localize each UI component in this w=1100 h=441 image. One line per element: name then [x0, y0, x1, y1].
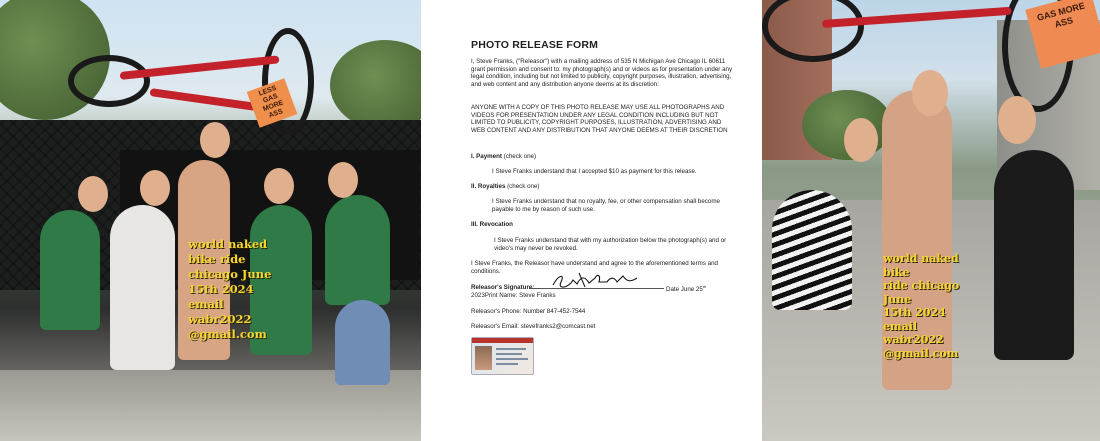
photo-caption: world naked bike ride chicago June 15th 2024 email wabr2022 @gmail.com [883, 252, 960, 360]
person-black-outfit [994, 150, 1074, 360]
person [110, 205, 175, 370]
section-text-royalties: I Steve Franks understand that no royalty, fee, or other compensation shall become payable to me by reason of such use. [492, 198, 720, 213]
section-heading-royalties: II. Royalties (check one) [471, 183, 540, 190]
person-head [200, 122, 230, 158]
license-photo [475, 346, 492, 370]
protest-sign: LESS GAS MORE ASS [247, 78, 298, 127]
signature-date: Date June 25th [666, 284, 707, 294]
person-jeans [335, 300, 390, 385]
person-striped-dress [772, 190, 852, 310]
print-name: 2023Print Name: Steve Franks [471, 292, 556, 299]
drivers-license-image [471, 337, 534, 375]
agreement-paragraph: I Steve Franks, the Releasor have understand and agree to the aforementioned terms and conditions. [471, 260, 718, 275]
releasor-phone: Releasor's Phone: Number 847-452-7544 [471, 308, 586, 315]
person-head [264, 168, 294, 204]
handwritten-signature [551, 270, 641, 290]
photo-caption: world naked bike ride chicago June 15th 2024 email wabr2022 @gmail.com [188, 237, 272, 341]
left-photo [0, 0, 421, 441]
section-text-payment: I Steve Franks understand that I accepted $10 as payment for this release. [492, 168, 697, 175]
person-head [844, 118, 878, 162]
person-head [912, 70, 948, 116]
photo-release-document [421, 0, 762, 441]
releasor-email: Releasor's Email: stevefranks2@comcast.net [471, 323, 596, 330]
person [40, 210, 100, 330]
bike-wheel [68, 55, 150, 107]
intro-paragraph: I, Steve Franks, ("Releasor") with a mailing address of 535 N Michigan Ave Chicago IL 60611 grant permission and consent to: my photograph(s) and or videos as for presentation under any legal condition, including but not limited to publicity, copyright purposes, illustration, advertising, and web content and any distribution anyone deems at its discretion: [471, 58, 733, 88]
right-photo [762, 0, 1100, 441]
person-head [998, 96, 1036, 144]
protest-sign: GAS MORE ASS [1025, 0, 1100, 69]
person [325, 195, 390, 305]
document-title: PHOTO RELEASE FORM [471, 39, 599, 51]
section-text-revocation: I Steve Franks understand that with my authorization below the photograph(s) and or video's may never be revoked. [494, 237, 727, 252]
person-head [78, 176, 108, 212]
section-heading-revocation: III. Revocation [471, 221, 513, 228]
tree [330, 40, 421, 130]
person-head [140, 170, 170, 206]
bike-frame [149, 88, 259, 111]
signature-label: Releasor's Signature: [471, 284, 535, 291]
section-heading-payment: I. Payment (check one) [471, 153, 537, 160]
person-head [328, 162, 358, 198]
caps-paragraph: ANYONE WITH A COPY OF THIS PHOTO RELEASE MAY USE ALL PHOTOGRAPHS AND VIDEOS FOR PRESENTATION UNDER ANY LEGAL CONDITION INCLUDING BUT NOT LIMITED TO PUBLICITY, COPYRIGHT PURPOSES, ILLUSTRATION, ADVERTISING AND WEB CONTENT AND ANY DISTRIBUTION THAT ANYONE DEEMS AT THEIR DISCRETION [471, 104, 728, 134]
